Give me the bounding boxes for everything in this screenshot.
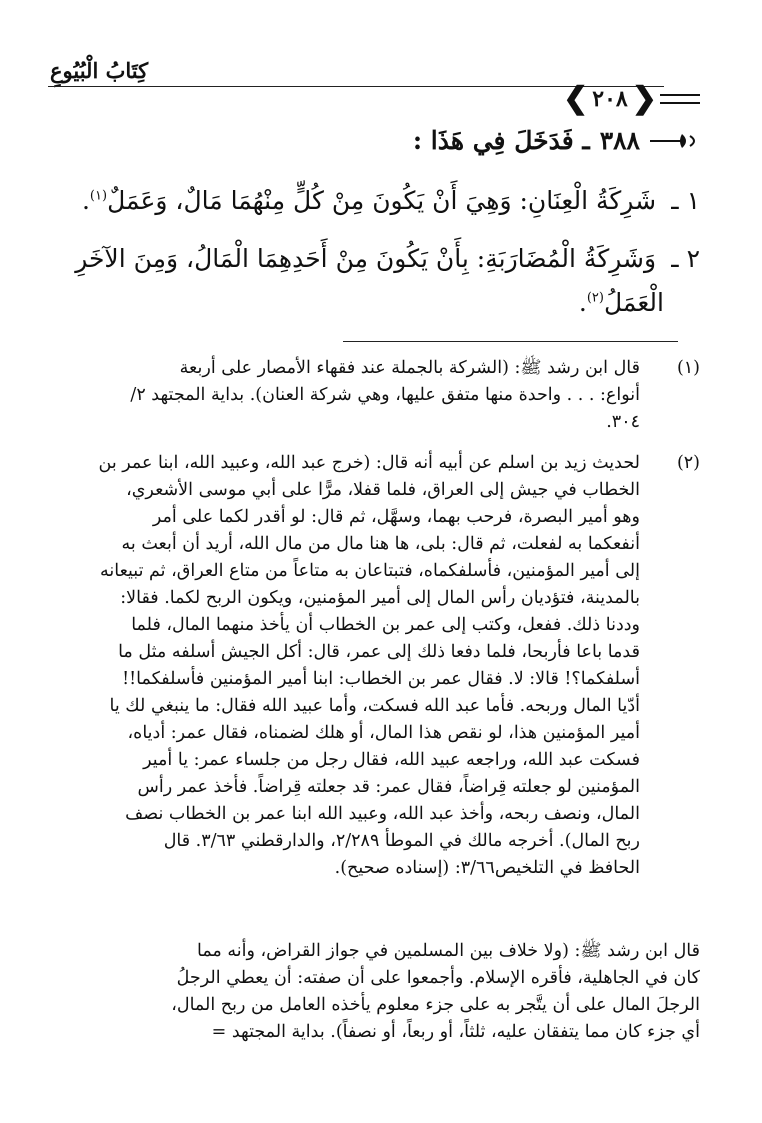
- footnote-number: (٢): [676, 453, 700, 473]
- footnote: [62, 355, 700, 436]
- header-double-rule: [660, 94, 700, 104]
- bracket-right-icon: ❯: [563, 81, 589, 116]
- closing-paragraph: [120, 938, 700, 1046]
- bracket-left-icon: ❮: [631, 81, 657, 116]
- section-number: ٣٨٨: [599, 126, 640, 155]
- footnote-line: فسكت عبد الله، وراجعه عبيد الله، فقال رجل من جلساء عمر: يا أمير: [143, 750, 640, 770]
- section-heading-text: ـ فَدَخَلَ فِي هَذَا :: [412, 126, 590, 155]
- footnote-line: قال ابن رشد ﷺ: (الشركة بالجملة عند فقهاء الأمصار على أربعة: [179, 358, 640, 378]
- section-heading: [413, 126, 700, 155]
- footnote-text: [62, 355, 640, 436]
- item-number: ٢ ـ: [671, 244, 700, 273]
- item-number: ١ ـ: [671, 186, 700, 215]
- footnote-line: أمير المؤمنين هذا، لو نقص هذا المال، أو هلك لضمناه، فقال عمر: أدياه،: [127, 723, 640, 743]
- footnote-line: أنواع: . . . واحدة منها متفق عليها، وهي شركة العنان). بداية المجتهد ٢/: [130, 385, 640, 405]
- footnote-line: وهو أمير البصرة، فرحب بهما، وسهَّل، ثم قال: لو أقدر لكما على أمر: [152, 507, 640, 527]
- footnote-number: (١): [676, 358, 700, 378]
- list-item: [75, 244, 700, 273]
- footnote-line: الخطاب في جيش إلى العراق، فلما قفلا، مرًّا على أبي موسى الأشعري،: [126, 480, 640, 500]
- item-text: الْعَمَلُ: [603, 288, 664, 317]
- item-text: وَشَرِكَةُ الْمُضَارَبَةِ: بِأَنْ يَكُونَ مِنْ أَحَدِهِمَا الْمَالُ، وَمِنَ الآخَرِ: [75, 244, 657, 273]
- item-tail: .: [578, 288, 587, 317]
- footnote-line: أنفعكما به لفعلت، ثم قال: بلى، ها هنا مال من مال الله، أريد أن أبعث به: [121, 534, 640, 554]
- list-item-continuation: [579, 288, 664, 317]
- footnote-ref: (٢): [586, 290, 604, 306]
- paragraph-line: الرجلَ المال على أن يتَّجر به على جزء معلوم يأخذه العامل من ربح المال،: [171, 995, 700, 1015]
- footnote-line: ربح المال). أخرجه مالك في الموطأ ٢/٢٨٩، والدارقطني ٣/٦٣. قال: [163, 831, 640, 851]
- footnote-line: إلى أمير المؤمنين، فأسلفكماه، فتبتاعان به متاعاً من متاع العراق، ثم تبيعانه: [100, 561, 640, 581]
- book-section-title: كِتَابُ الْبُيُوعِ: [50, 58, 149, 83]
- footnote-line: وددنا ذلك. ففعل، وكتب إلى عمر بن الخطاب أن يأخذ منهما المال، فلما: [131, 615, 640, 635]
- footnote-line: ٣٠٤.: [606, 412, 640, 432]
- footnote-line: أسلفكما؟! قالا: لا. فقال عمر بن الخطاب: ابنا أمير المؤمنين فأسلفكما!!: [122, 669, 640, 689]
- footnote: [62, 450, 700, 882]
- page-number-badge: [563, 81, 657, 116]
- footnote-text: [62, 450, 640, 882]
- paragraph-line: أي جزء كان مما يتفقان عليه، ثلثاً، أو ربعاً، أو نصفاً). بداية المجتهد =: [211, 1022, 700, 1042]
- item-text: شَرِكَةُ الْعِنَانِ: وَهِيَ أَنْ يَكُونَ مِنْ كُلٍّ مِنْهُمَا مَالٌ، وَعَمَلٌ: [107, 186, 657, 215]
- ornament-arrow-icon: [650, 131, 700, 151]
- footnote-line: الحافظ في التلخيص٣/٦٦: (إسناده صحيح).: [334, 858, 640, 878]
- paragraph-line: قال ابن رشد ﷺ: (ولا خلاف بين المسلمين في جواز القراض، وأنه مما: [196, 941, 700, 961]
- footnote-line: أدّيا المال وربحه. فأما عبد الله فسكت، وأما عبيد الله فقال: ما ينبغي لك يا: [109, 696, 640, 716]
- footnote-line: لحديث زيد بن اسلم عن أبيه أنه قال: (خرج عبد الله، وعبيد الله، ابنا عمر بن: [98, 453, 640, 473]
- footnote-divider: [343, 341, 678, 342]
- footnote-line: بالمدينة، فتؤديان رأس المال إلى أمير المؤمنين، ويكون الربح لكما. فقالا:: [120, 588, 640, 608]
- item-tail: .: [81, 186, 90, 215]
- footnote-line: المؤمنين لو جعلته قِراضاً، فقال عمر: قد جعلته قِراضاً. فأخذ عمر رأس: [137, 777, 640, 797]
- footnote-line: قدما باعا فأربحا، فلما دفعا ذلك إلى عمر، قال: أكل الجيش أسلفه مثل ما: [118, 642, 640, 662]
- paragraph-line: كان في الجاهلية، فأقره الإسلام. وأجمعوا على أن صفته: أن يعطي الرجلُ: [176, 968, 700, 988]
- page-number: ٢٠٨: [592, 86, 628, 112]
- list-item: [82, 186, 700, 215]
- footnote-ref: (١): [89, 188, 108, 204]
- footnote-line: المال، ونصف ربحه، وأخذ عبد الله، وعبيد الله ابنا عمر بن الخطاب نصف: [125, 804, 640, 824]
